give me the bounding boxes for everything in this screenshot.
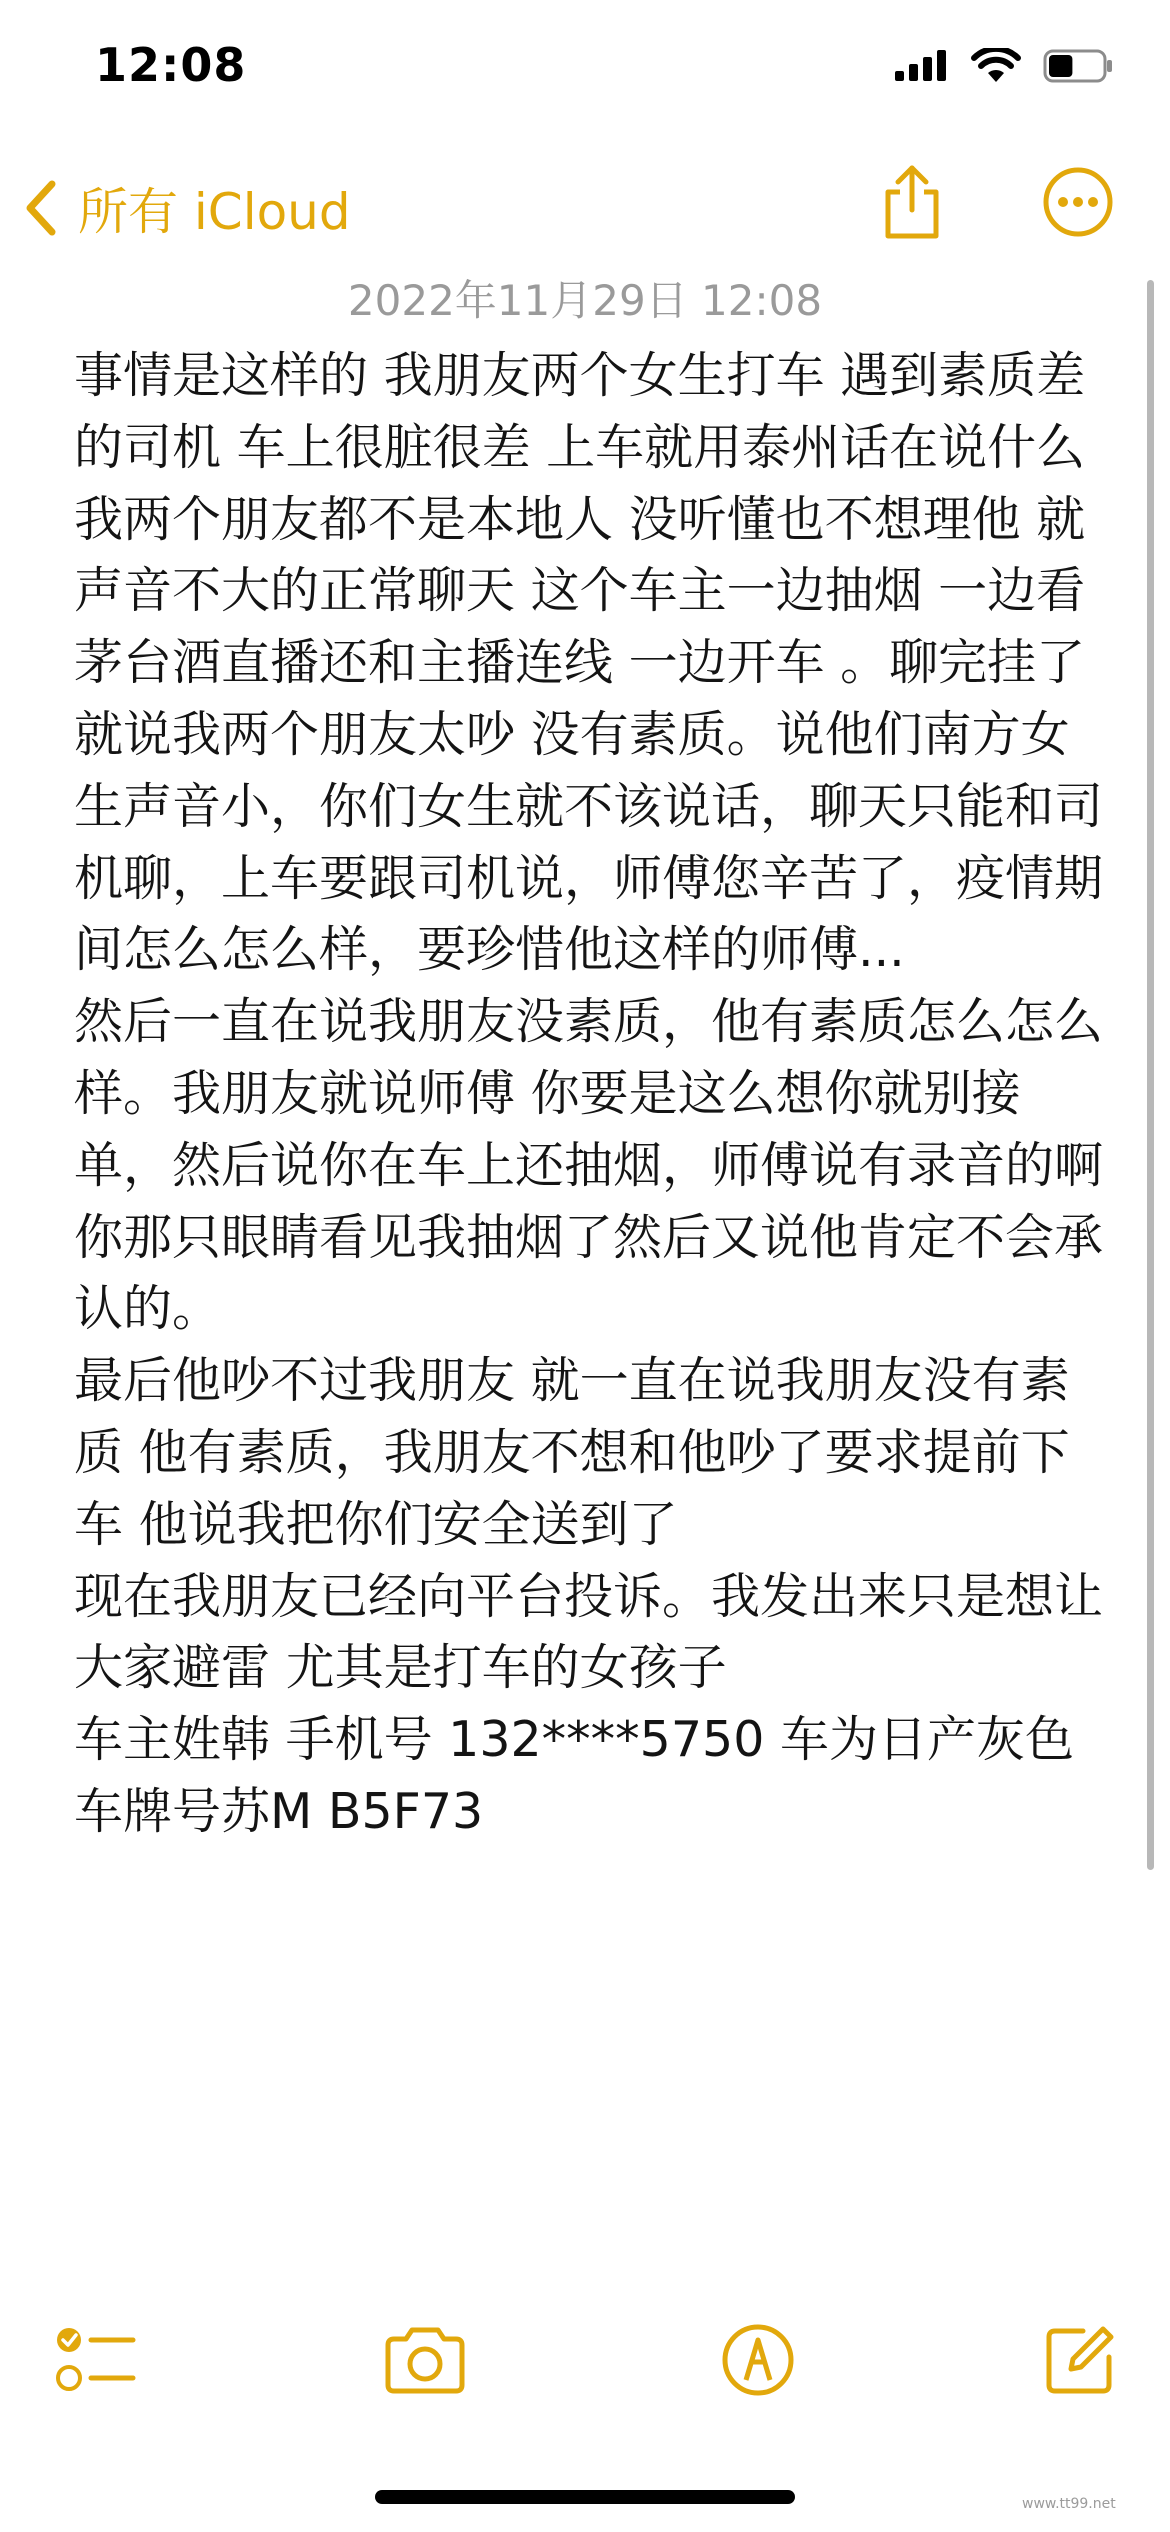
note-paragraph: 现在我朋友已经向平台投诉。我发出来只是想让大家避雷 尤其是打车的女孩子 xyxy=(74,1567,1104,1697)
back-label: 所有 iCloud xyxy=(78,183,351,241)
share-icon xyxy=(880,164,944,240)
chevron-left-icon xyxy=(22,178,62,238)
compose-icon xyxy=(1043,2323,1117,2397)
camera-icon xyxy=(382,2325,468,2395)
watermark: www.tt99.net xyxy=(1022,2496,1116,2512)
note-paragraph: 然后一直在说我朋友没素质，他有素质怎么怎么样。我朋友就说师傅 你要是这么想你就别接单，然后说你在车上还抽烟，师傅说有录音的啊 你那只眼睛看见我抽烟了然后又说他肯定不会承认的。 xyxy=(74,993,1104,1338)
note-body[interactable] xyxy=(74,340,1104,1848)
more-button[interactable] xyxy=(1038,162,1118,242)
note-paragraph: 车主姓韩 手机号 132****5750 车为日产灰色 xyxy=(74,1711,1074,1769)
checklist-icon xyxy=(53,2322,137,2398)
battery-fill xyxy=(1049,55,1072,77)
cellular-signal-icon xyxy=(893,49,949,83)
checklist-button[interactable] xyxy=(45,2310,145,2410)
note-date: 2022年11月29日 12:08 xyxy=(347,276,823,325)
note-paragraph: 事情是这样的 我朋友两个女生打车 遇到素质差的司机 车上很脏很差 上车就用泰州话在说什么 我两个朋友都不是本地人 没听懂也不想理他 就声音不大的正常聊天 这个车主一边抽烟 一边看茅台酒直播还和主播连线 一边开车 。聊完挂了就说我两个朋友太吵 没有素质。说他们南方女生声音小，你们女生就不该说话，聊天只能和司机聊，上车要跟司机说，师傅您辛苦了，疫情期间怎么怎么样，要珍惜他这样的师傅... xyxy=(74,347,1104,979)
wifi-icon xyxy=(971,48,1021,84)
more-icon xyxy=(1042,166,1114,238)
note-paragraph: 车牌号苏M B5F73 xyxy=(74,1782,484,1840)
back-button[interactable] xyxy=(22,172,351,244)
markup-button[interactable] xyxy=(708,2310,808,2410)
navigation-bar xyxy=(0,150,1170,260)
share-button[interactable] xyxy=(872,162,952,242)
home-indicator[interactable] xyxy=(375,2490,795,2504)
status-time: 12:08 xyxy=(95,38,247,92)
bottom-toolbar xyxy=(0,2310,1170,2410)
status-icons xyxy=(893,48,1115,84)
compose-button[interactable] xyxy=(1030,2310,1130,2410)
status-bar xyxy=(0,0,1170,140)
note-paragraph: 最后他吵不过我朋友 就一直在说我朋友没有素质 他有素质，我朋友不想和他吵了要求提前下车 他说我把你们安全送到了 xyxy=(74,1352,1070,1553)
markup-icon xyxy=(720,2322,796,2398)
scrollbar[interactable] xyxy=(1147,280,1154,1870)
battery-icon xyxy=(1043,48,1115,84)
camera-button[interactable] xyxy=(375,2310,475,2410)
